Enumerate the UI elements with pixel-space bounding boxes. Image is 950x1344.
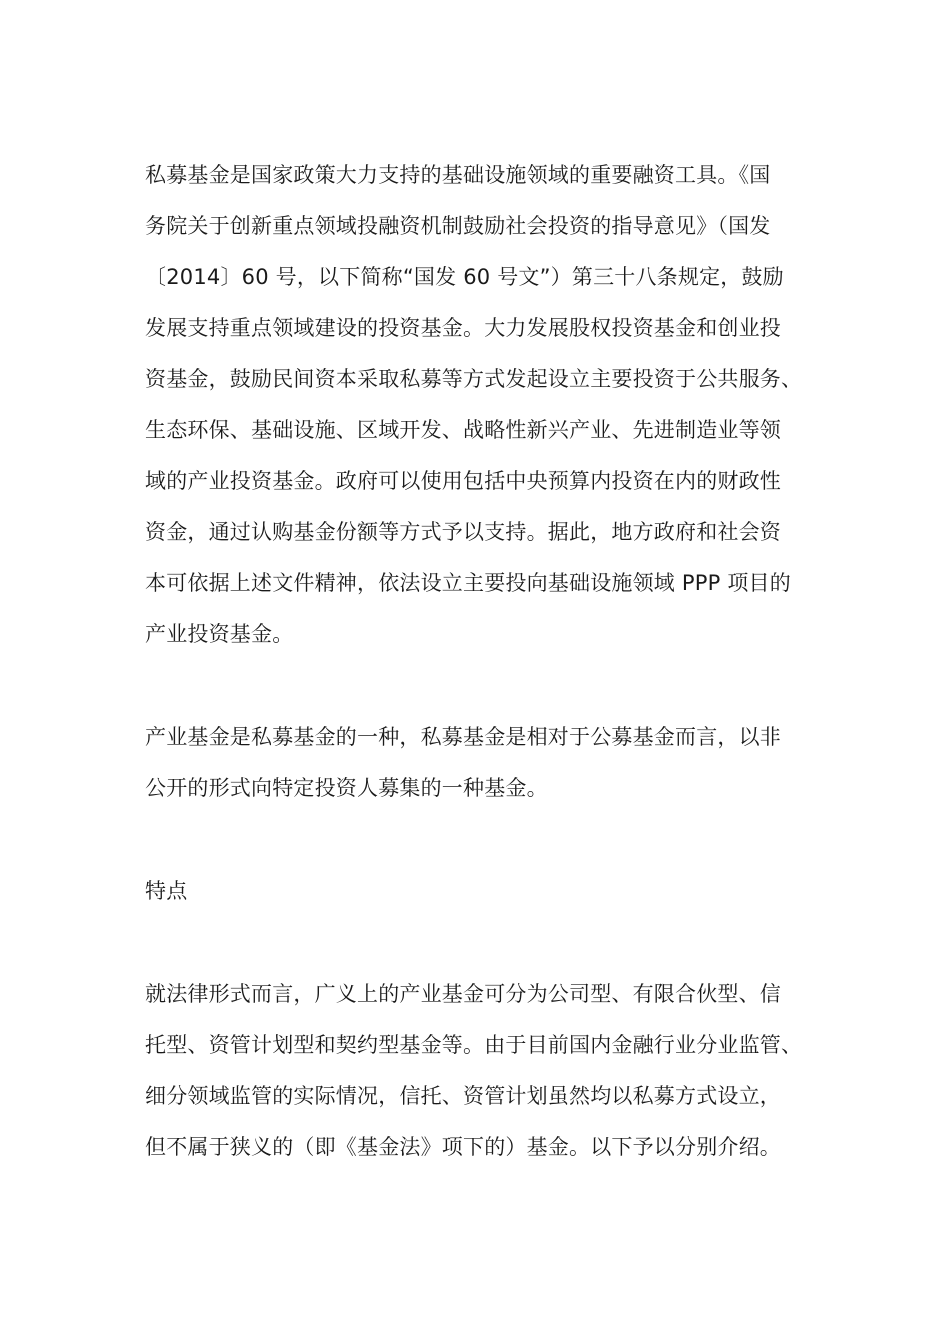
paragraph-private-fund-policy	[145, 150, 835, 660]
text-line: 发展支持重点领域建设的投资基金。大力发展股权投资基金和创业投	[145, 316, 781, 340]
text-line: 本可依据上述文件精神，依法设立主要投向基础设施领域 PPP 项目的	[145, 571, 791, 595]
section-heading-features	[145, 866, 835, 917]
text-line: 公开的形式向特定投资人募集的一种基金。	[145, 776, 548, 800]
text-line: 私募基金是国家政策大力支持的基础设施领域的重要融资工具。《国	[145, 163, 771, 187]
text-line: 生态环保、基础设施、区域开发、战略性新兴产业、先进制造业等领	[145, 418, 781, 442]
text-line: 资金，通过认购基金份额等方式予以支持。据此，地方政府和社会资	[145, 520, 781, 544]
text-line: 产业投资基金。	[145, 622, 294, 646]
paragraph-legal-forms	[145, 969, 835, 1173]
document-body	[145, 150, 835, 1173]
text-line: 细分领域监管的实际情况，信托、资管计划虽然均以私募方式设立，	[145, 1084, 781, 1108]
paragraph-industry-fund-definition	[145, 712, 835, 814]
text-line: 就法律形式而言，广义上的产业基金可分为公司型、有限合伙型、信	[145, 982, 781, 1006]
text-line: 域的产业投资基金。政府可以使用包括中央预算内投资在内的财政性	[145, 469, 781, 493]
text-line: 托型、资管计划型和契约型基金等。由于目前国内金融行业分业监管、	[145, 1033, 803, 1057]
heading-text: 特点	[145, 879, 188, 903]
text-line: 资基金，鼓励民间资本采取私募等方式发起设立主要投资于公共服务、	[145, 367, 803, 391]
text-line: 〔2014〕60 号，以下简称“国发 60 号文”）第三十八条规定，鼓励	[145, 265, 784, 289]
text-line: 但不属于狭义的（即《基金法》项下的）基金。以下予以分别介绍。	[145, 1135, 781, 1159]
text-line: 务院关于创新重点领域投融资机制鼓励社会投资的指导意见》（国发	[145, 214, 771, 238]
text-line: 产业基金是私募基金的一种，私募基金是相对于公募基金而言，以非	[145, 725, 781, 749]
